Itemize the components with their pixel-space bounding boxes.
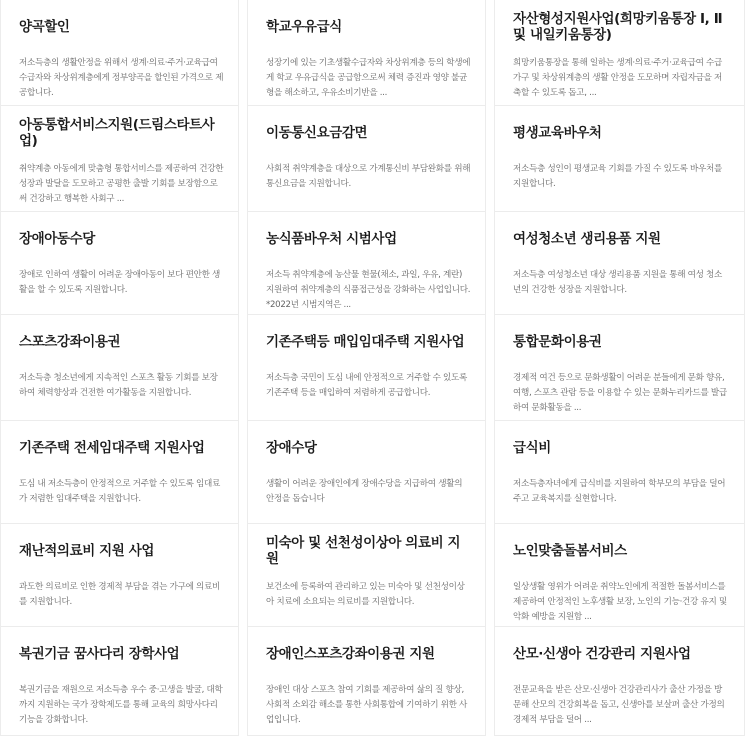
service-card[interactable] xyxy=(247,0,486,106)
card-description: 성장기에 있는 기초생활수급자와 차상위계층 등의 학생에게 학교 우유급식을 공급함으로써 체력 증진과 영양 불균형을 해소하고, 우유소비기반을 ... xyxy=(266,58,471,98)
card-title: 산모·신생아 건강관리 지원사업 xyxy=(513,646,691,662)
card-description: 저소득층의 생활안정을 위해서 생계·의료·주거·교육급여 수급자와 차상위계층에게 정부양곡을 할인된 가격으로 제공합니다. xyxy=(19,58,224,98)
card-title: 농식품바우처 시범사업 xyxy=(266,231,397,247)
card-description: 저소득 취약계층에 농산물 현물(채소, 과일, 우유, 계란) 지원하여 취약계층의 식품접근성을 강화하는 사업입니다. *2022년 시범지역은 ... xyxy=(266,270,471,310)
card-description: 장애로 인하여 생활이 어려운 장애아동이 보다 편안한 생활을 할 수 있도록 지원합니다. xyxy=(19,270,221,295)
card-title: 장애수당 xyxy=(266,440,317,456)
card-title: 미숙아 및 선천성이상아 의료비 지원 xyxy=(266,535,461,567)
service-card[interactable] xyxy=(247,106,486,212)
card-title-wrap xyxy=(513,427,730,469)
card-title-wrap xyxy=(19,427,224,469)
card-title-wrap xyxy=(19,218,224,260)
card-title: 평생교육바우처 xyxy=(513,125,602,141)
card-title-wrap xyxy=(513,530,730,572)
card-title-wrap xyxy=(266,321,471,363)
card-description: 사회적 취약계층을 대상으로 가계통신비 부담완화를 위해 통신요금을 지원합니다. xyxy=(266,164,471,189)
card-description: 경제적 여건 등으로 문화생활이 어려운 분들에게 문화 향유, 여행, 스포츠 관람 등을 이용할 수 있는 문화누리카드를 발급하여 문화활동을 ... xyxy=(513,373,727,413)
card-description: 생활이 어려운 장애인에게 장애수당을 지급하여 생활의 안정을 돕습니다 xyxy=(266,479,463,504)
card-description: 복권기금을 재원으로 저소득층 우수 중·고생을 발굴, 대학까지 지원하는 국가 장학제도를 통해 교육의 희망사다리 기능을 강화합니다. xyxy=(19,685,223,725)
service-card[interactable] xyxy=(0,0,239,106)
card-title: 기존주택등 매입임대주택 지원사업 xyxy=(266,334,465,350)
service-card[interactable] xyxy=(0,106,239,212)
card-description: 저소득층 여성청소년 대상 생리용품 지원을 통해 여성 청소년의 건강한 성장을 지원합니다. xyxy=(513,270,723,295)
card-title-wrap xyxy=(19,633,224,675)
service-card[interactable] xyxy=(0,421,239,524)
card-title-wrap xyxy=(19,321,224,363)
card-title-wrap xyxy=(266,427,471,469)
card-title: 자산형성지원사업(희망키움통장 Ⅰ, Ⅱ 및 내일키움통장) xyxy=(513,11,723,43)
card-title-wrap xyxy=(266,633,471,675)
card-title: 여성청소년 생리용품 지원 xyxy=(513,231,661,247)
card-title: 급식비 xyxy=(513,440,551,456)
card-title: 장애인스포츠강좌이용권 지원 xyxy=(266,646,435,662)
card-title: 스포츠강좌이용권 xyxy=(19,334,121,350)
card-description: 일상생활 영위가 어려운 취약노인에게 적절한 돌봄서비스를 제공하여 안정적인 노후생활 보장, 노인의 기능·건강 유지 및 악화 예방을 지원함 ... xyxy=(513,582,727,622)
card-title-wrap xyxy=(266,112,471,154)
card-title-wrap xyxy=(266,6,471,48)
card-title: 아동통합서비스지원(드림스타트사업) xyxy=(19,117,215,149)
service-card[interactable] xyxy=(0,524,239,627)
card-title-wrap xyxy=(513,6,730,48)
card-title-wrap xyxy=(513,218,730,260)
service-card[interactable] xyxy=(247,212,486,315)
service-card[interactable] xyxy=(494,421,745,524)
service-card[interactable] xyxy=(494,315,745,421)
service-card[interactable] xyxy=(0,627,239,736)
card-title-wrap xyxy=(513,321,730,363)
card-description: 저소득층 성인이 평생교육 기회를 가질 수 있도록 바우처를 지원합니다. xyxy=(513,164,723,189)
service-card[interactable] xyxy=(494,627,745,736)
card-description: 저소득층 국민이 도심 내에 안정적으로 거주할 수 있도록 기존주택 등을 매입하여 저렴하게 공급합니다. xyxy=(266,373,468,398)
card-title-wrap xyxy=(266,530,471,572)
service-card[interactable] xyxy=(247,421,486,524)
card-title-wrap xyxy=(19,530,224,572)
card-description: 과도한 의료비로 인한 경제적 부담을 겪는 가구에 의료비를 지원합니다. xyxy=(19,582,221,607)
service-card[interactable] xyxy=(247,524,486,627)
card-title: 학교우유급식 xyxy=(266,19,342,35)
card-description: 장애인 대상 스포츠 참여 기회를 제공하여 삶의 질 향상, 사회적 소외감 해소를 통한 사회통합에 기여하기 위한 사업입니다. xyxy=(266,685,468,725)
card-description: 전문교육을 받은 산모·신생아 건강관리사가 출산 가정을 방문해 산모의 건강회복을 돕고, 신생아를 보살펴 출산 가정의 경제적 부담을 덜어 ... xyxy=(513,685,725,725)
card-title-wrap xyxy=(19,112,224,154)
service-card[interactable] xyxy=(0,315,239,421)
service-card[interactable] xyxy=(494,212,745,315)
service-card[interactable] xyxy=(247,627,486,736)
card-description: 저소득층 청소년에게 지속적인 스포츠 활동 기회를 보장하여 체력향상과 건전한 여가활동을 지원합니다. xyxy=(19,373,218,398)
service-card[interactable] xyxy=(247,315,486,421)
card-title: 이동통신요금감면 xyxy=(266,125,368,141)
card-title: 장애아동수당 xyxy=(19,231,95,247)
card-title: 복권기금 꿈사다리 장학사업 xyxy=(19,646,180,662)
service-card[interactable] xyxy=(494,106,745,212)
card-description: 도심 내 저소득층이 안정적으로 거주할 수 있도록 임대료가 저렴한 임대주택을 지원합니다. xyxy=(19,479,221,504)
card-title-wrap xyxy=(513,633,730,675)
service-card[interactable] xyxy=(494,524,745,627)
card-title-wrap xyxy=(266,218,471,260)
service-card[interactable] xyxy=(494,0,745,106)
card-title: 기존주택 전세임대주택 지원사업 xyxy=(19,440,205,456)
card-description: 취약계층 아동에게 맞춤형 통합서비스를 제공하여 건강한 성장과 발달을 도모하고 공평한 출발 기회를 보장함으로써 건강하고 행복한 사회구 ... xyxy=(19,164,224,204)
card-title: 양곡할인 xyxy=(19,19,70,35)
service-card[interactable] xyxy=(0,212,239,315)
card-title: 재난적의료비 지원 사업 xyxy=(19,543,155,559)
card-title-wrap xyxy=(19,6,224,48)
card-description: 희망키움통장을 통해 일하는 생계·의료·주거·교육급여 수급가구 및 차상위계층의 생활 안정을 도모하며 자립자금을 저축할 수 있도록 돕고, ... xyxy=(513,58,723,98)
card-description: 저소득층자녀에게 급식비를 지원하여 학부모의 부담을 덜어주고 교육복지를 실현합니다. xyxy=(513,479,726,504)
card-title: 노인맞춤돌봄서비스 xyxy=(513,543,627,559)
card-title: 통합문화이용권 xyxy=(513,334,602,350)
card-title-wrap xyxy=(513,112,730,154)
card-description: 보건소에 등록하여 관리하고 있는 미숙아 및 선천성이상아 치료에 소요되는 의료비를 지원합니다. xyxy=(266,582,465,607)
